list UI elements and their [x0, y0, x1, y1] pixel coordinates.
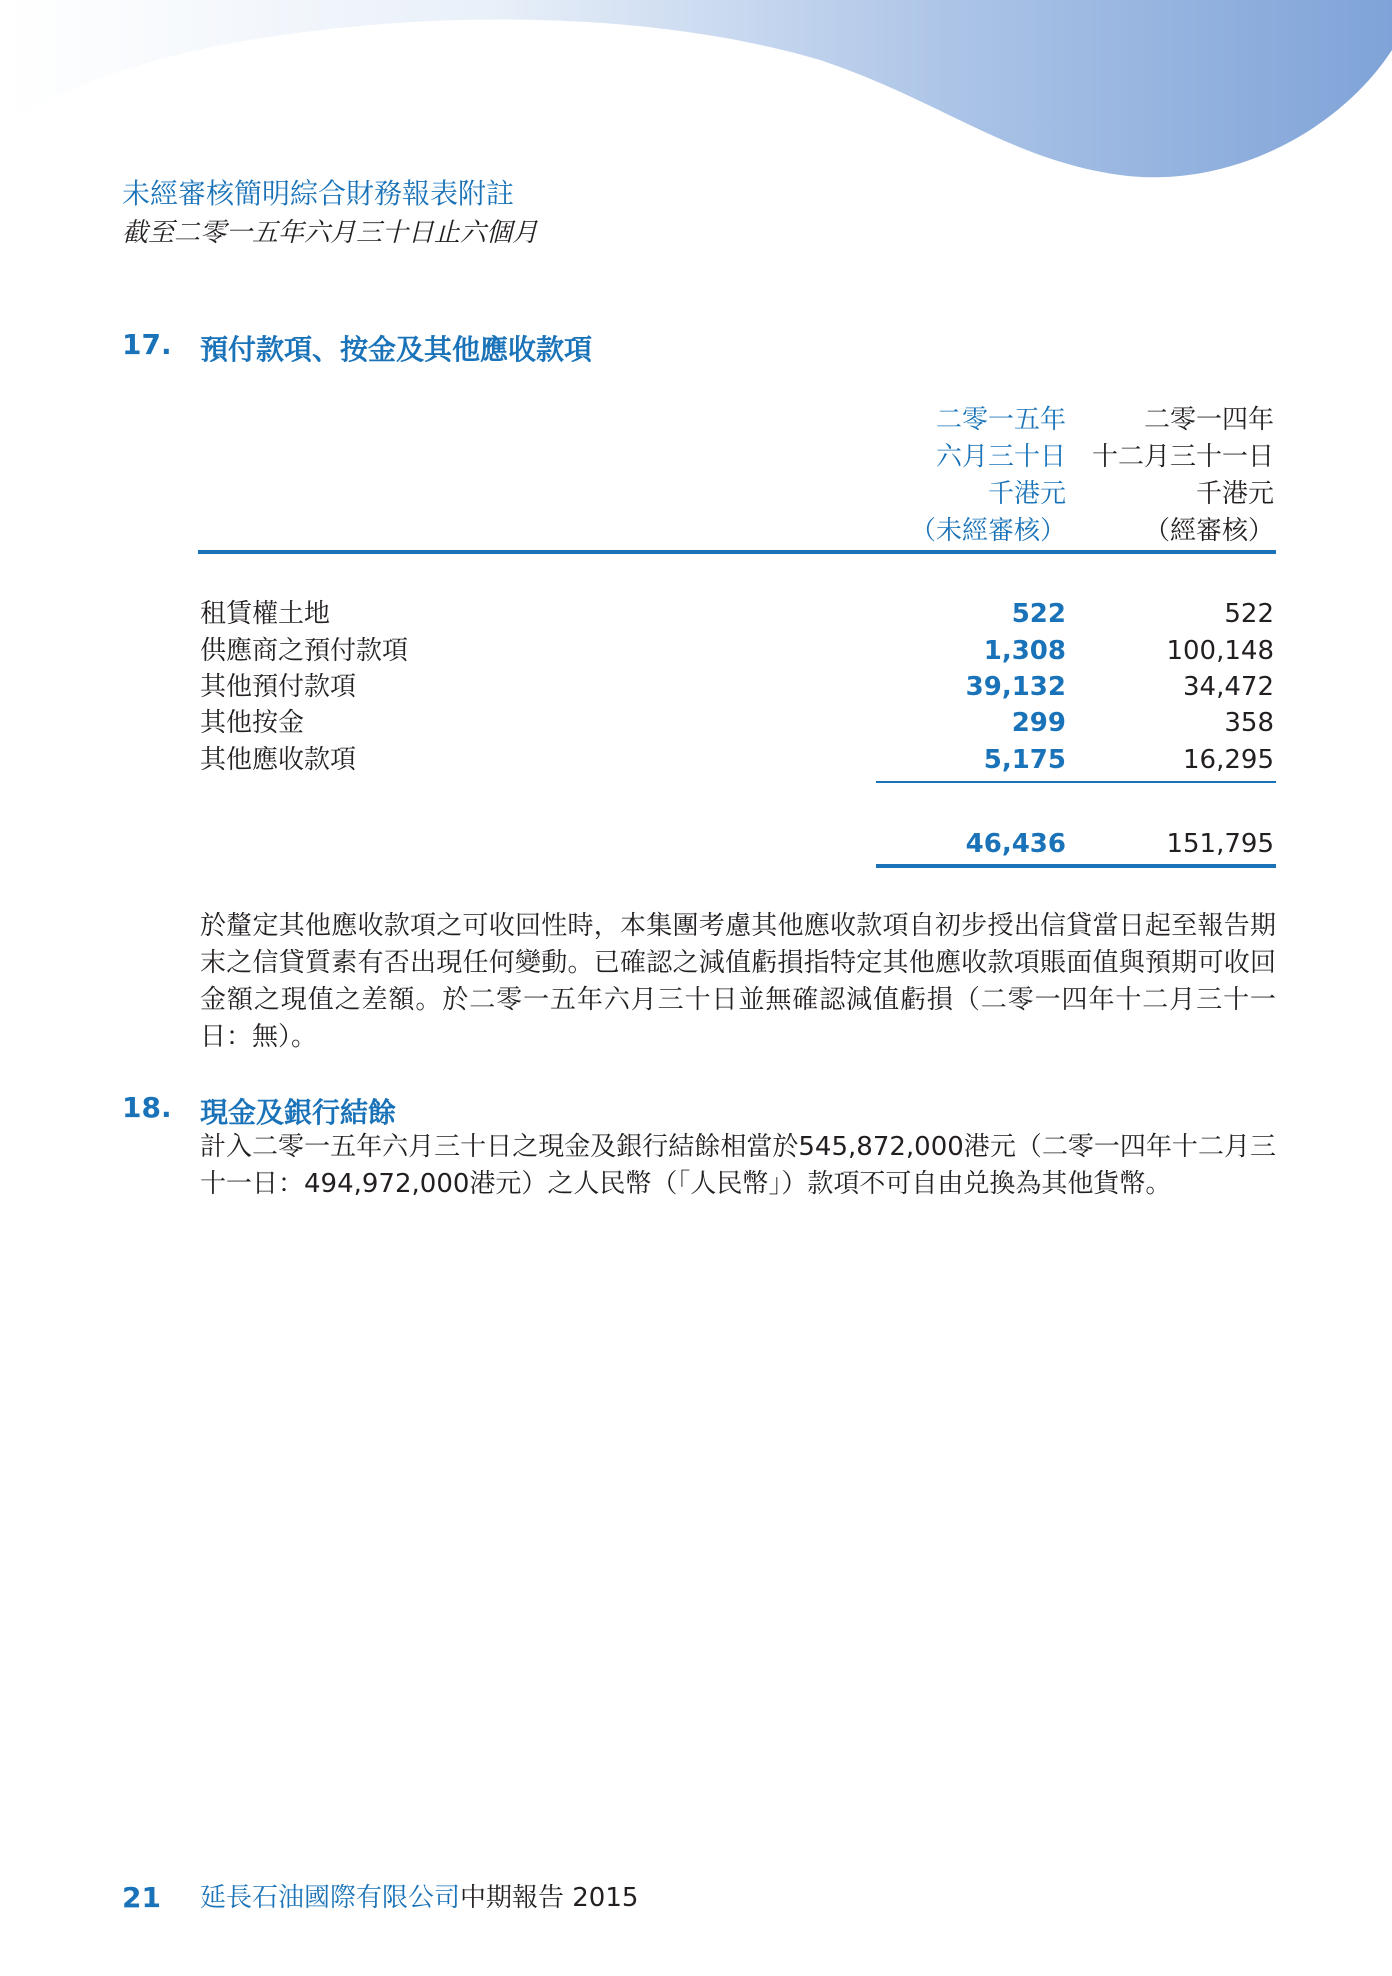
note-18-number: 18.: [122, 1091, 172, 1124]
page-number: 21: [122, 1881, 161, 1914]
row-label: 其他預付款項: [200, 672, 357, 702]
table-row: [200, 669, 1274, 706]
total-row: [200, 826, 1274, 863]
column-2014-status: （經審核）: [1143, 516, 1274, 546]
column-2015-year: 二零一五年: [935, 405, 1066, 435]
row-label: 供應商之預付款項: [200, 636, 409, 666]
note-17-title: 預付款項、按金及其他應收款項: [200, 333, 593, 366]
note-18-title: 現金及銀行結餘: [200, 1096, 397, 1129]
table-row: [200, 596, 1274, 633]
column-2015-status: （未經審核）: [909, 516, 1066, 546]
total-rule: [876, 864, 1276, 868]
total-value-2015: 46,436: [965, 829, 1066, 859]
column-2014-date: 十二月三十一日: [1091, 442, 1274, 472]
page-title: 未經審核簡明綜合財務報表附註: [122, 177, 515, 210]
header-divider: [198, 550, 1276, 554]
row-value-2015: 5,175: [983, 745, 1066, 775]
footer-report-name: 中期報告 2015: [460, 1883, 639, 1913]
column-2014-year: 二零一四年: [1143, 405, 1274, 435]
row-label: 其他應收款項: [200, 745, 357, 775]
row-value-2014: 358: [1224, 708, 1274, 738]
row-label: 其他按金: [200, 708, 305, 738]
subtotal-rule: [876, 781, 1276, 783]
row-value-2015: 299: [1011, 708, 1066, 738]
row-value-2015: 522: [1011, 599, 1066, 629]
table-row: [200, 633, 1274, 670]
row-value-2015: 39,132: [965, 672, 1066, 702]
note-17-number: 17.: [122, 328, 172, 361]
row-value-2015: 1,308: [983, 636, 1066, 666]
table-row: [200, 705, 1274, 742]
note-18-paragraph: 計入二零一五年六月三十日之現金及銀行結餘相當於545,872,000港元（二零一四年十二月三十一日：494,972,000港元）之人民幣（「人民幣」）款項不可自由兑換為其他貨幣。: [200, 1132, 1276, 1199]
column-2015-date: 六月三十日: [935, 442, 1066, 472]
footer-company-name: 延長石油國際有限公司: [200, 1883, 461, 1913]
column-2014-unit: 千港元: [1195, 479, 1274, 509]
page-footer: [122, 1880, 639, 1917]
row-value-2014: 100,148: [1166, 636, 1274, 666]
note-17-paragraph: 於釐定其他應收款項之可收回性時，本集團考慮其他應收款項自初步授出信貸當日起至報告期末之信貸質素有否出現任何變動。已確認之減值虧損指特定其他應收款項賬面值與預期可收回金額之現值之差額。於二零一五年六月三十日並無確認減值虧損（二零一四年十二月三十一日：無）。: [200, 911, 1276, 1052]
row-value-2014: 34,472: [1183, 672, 1274, 702]
column-2015-unit: 千港元: [987, 479, 1066, 509]
row-value-2014: 16,295: [1183, 745, 1274, 775]
column-header-2014: [1014, 402, 1274, 550]
row-value-2014: 522: [1224, 599, 1274, 629]
page-subtitle: 截至二零一五年六月三十日止六個月: [122, 218, 539, 248]
table-row: [200, 742, 1274, 779]
total-value-2014: 151,795: [1166, 829, 1274, 859]
row-label: 租賃權土地: [200, 599, 331, 629]
header-wave-decoration: [0, 0, 1392, 190]
